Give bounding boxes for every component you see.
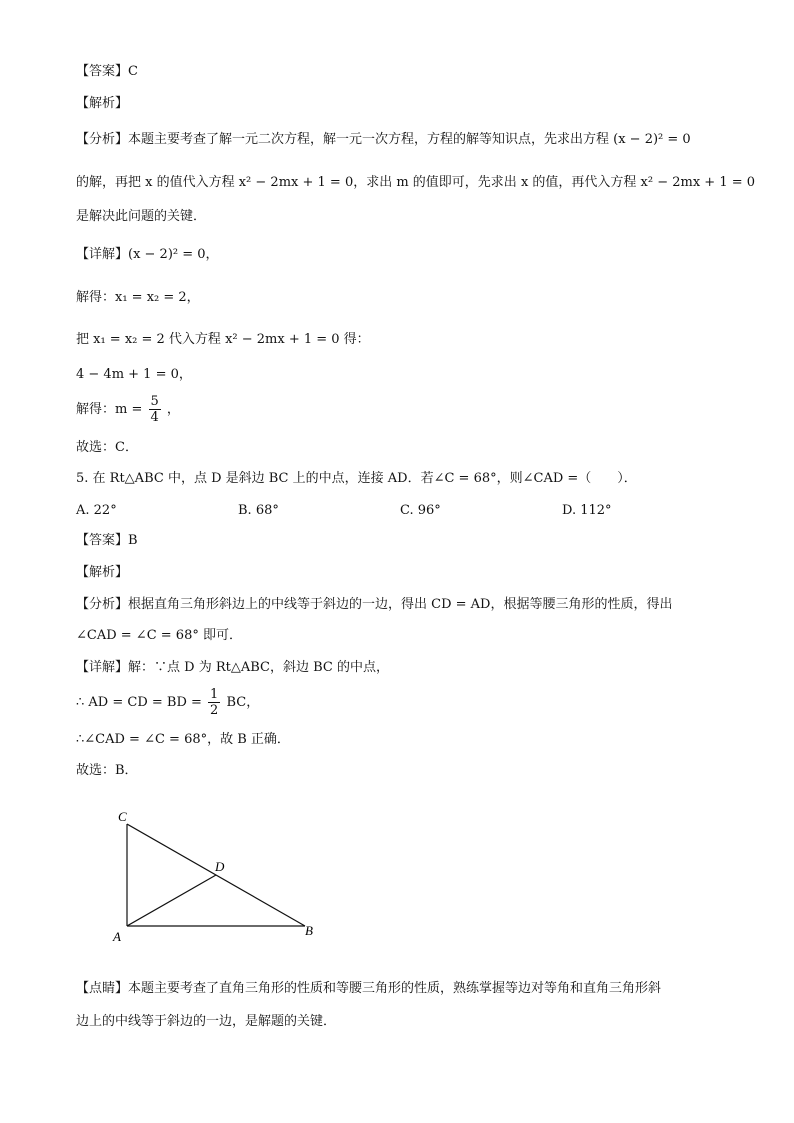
q4-detail-line-2: 解得：x₁ = x₂ = 2， [76,290,200,305]
q5-fenxi-line-2: ∠CAD = ∠C = 68° 即可． [76,628,242,643]
q4-fraction-numerator: 5 [150,394,159,409]
q4-fenxi-line-1: 【分析】本题主要考查了解一元二次方程，解一元一次方程，方程的解等知识点，先求出方程 (x − 2)² = 0 [76,132,691,147]
q5-comment-line-1: 【点睛】本题主要考查了直角三角形的性质和等腰三角形的性质，熟练掌握等边对等角和直角三角形斜 [76,981,662,996]
q5-option-b[interactable]: B. 68° [238,503,279,518]
label-b: B [305,923,313,938]
q4-answer: 【答案】C [76,64,138,79]
q4-fenxi-line-2: 的解，再把 x 的值代入方程 x² − 2mx + 1 = 0，求出 m 的值即可，先求出 x 的值，再代入方程 x² − 2mx + 1 = 0 [76,175,756,190]
q4-solve-prefix: 解得：m = [76,402,143,417]
q5-fraction [208,687,220,718]
q4-fraction-denominator: 4 [150,410,159,425]
q5-detail-line-2 [76,687,259,718]
q4-analysis-heading: 【解析】 [76,96,129,111]
q5-option-c[interactable]: C. 96° [400,503,441,518]
q5-detail-line-1: 【详解】解：∵点 D 为 Rt△ABC，斜边 BC 的中点， [76,660,389,675]
q5-analysis-heading: 【解析】 [76,565,129,580]
label-d: D [215,859,225,874]
q5-option-a[interactable]: A. 22° [76,503,117,518]
q5-options [76,502,716,520]
q4-detail-line-5 [76,394,180,425]
q4-detail-line-1: 【详解】(x − 2)² = 0， [76,247,219,262]
q5-detail-line-3: ∴∠CAD = ∠C = 68°，故 B 正确． [76,732,290,747]
q4-fenxi-line-3: 是解决此问题的关键． [76,209,207,224]
q4-detail-line-4: 4 − 4m + 1 = 0， [76,367,192,382]
label-a: A [113,929,121,944]
q4-fraction [149,394,161,425]
q5-fenxi-line-1: 【分析】根据直角三角形斜边上的中线等于斜边的一边，得出 CD = AD，根据等腰三角形的性质，得出 [76,597,673,612]
q5-choose: 故选：B． [76,763,138,778]
q4-choose: 故选：C． [76,440,138,455]
q5-equality-suffix: BC， [226,695,260,710]
q5-fraction-denominator: 2 [210,703,219,718]
q5-fraction-numerator: 1 [210,687,219,702]
median-ad [127,875,216,926]
q4-detail-line-3: 把 x₁ = x₂ = 2 代入方程 x² − 2mx + 1 = 0 得： [76,332,370,347]
q5-option-d[interactable]: D. 112° [562,503,612,518]
label-c: C [118,809,127,824]
q4-solve-suffix: ， [166,402,180,417]
q5-equality-prefix: ∴ AD = CD = BD = [76,695,202,710]
q5-answer: 【答案】B [76,533,138,548]
q5-comment-line-2: 边上的中线等于斜边的一边，是解题的关键． [76,1014,337,1029]
triangle-figure [110,804,330,944]
q5-stem: 5. 在 Rt△ABC 中，点 D 是斜边 BC 上的中点，连接 AD．若∠C = 68°，则∠CAD =（ ）． [76,471,637,486]
